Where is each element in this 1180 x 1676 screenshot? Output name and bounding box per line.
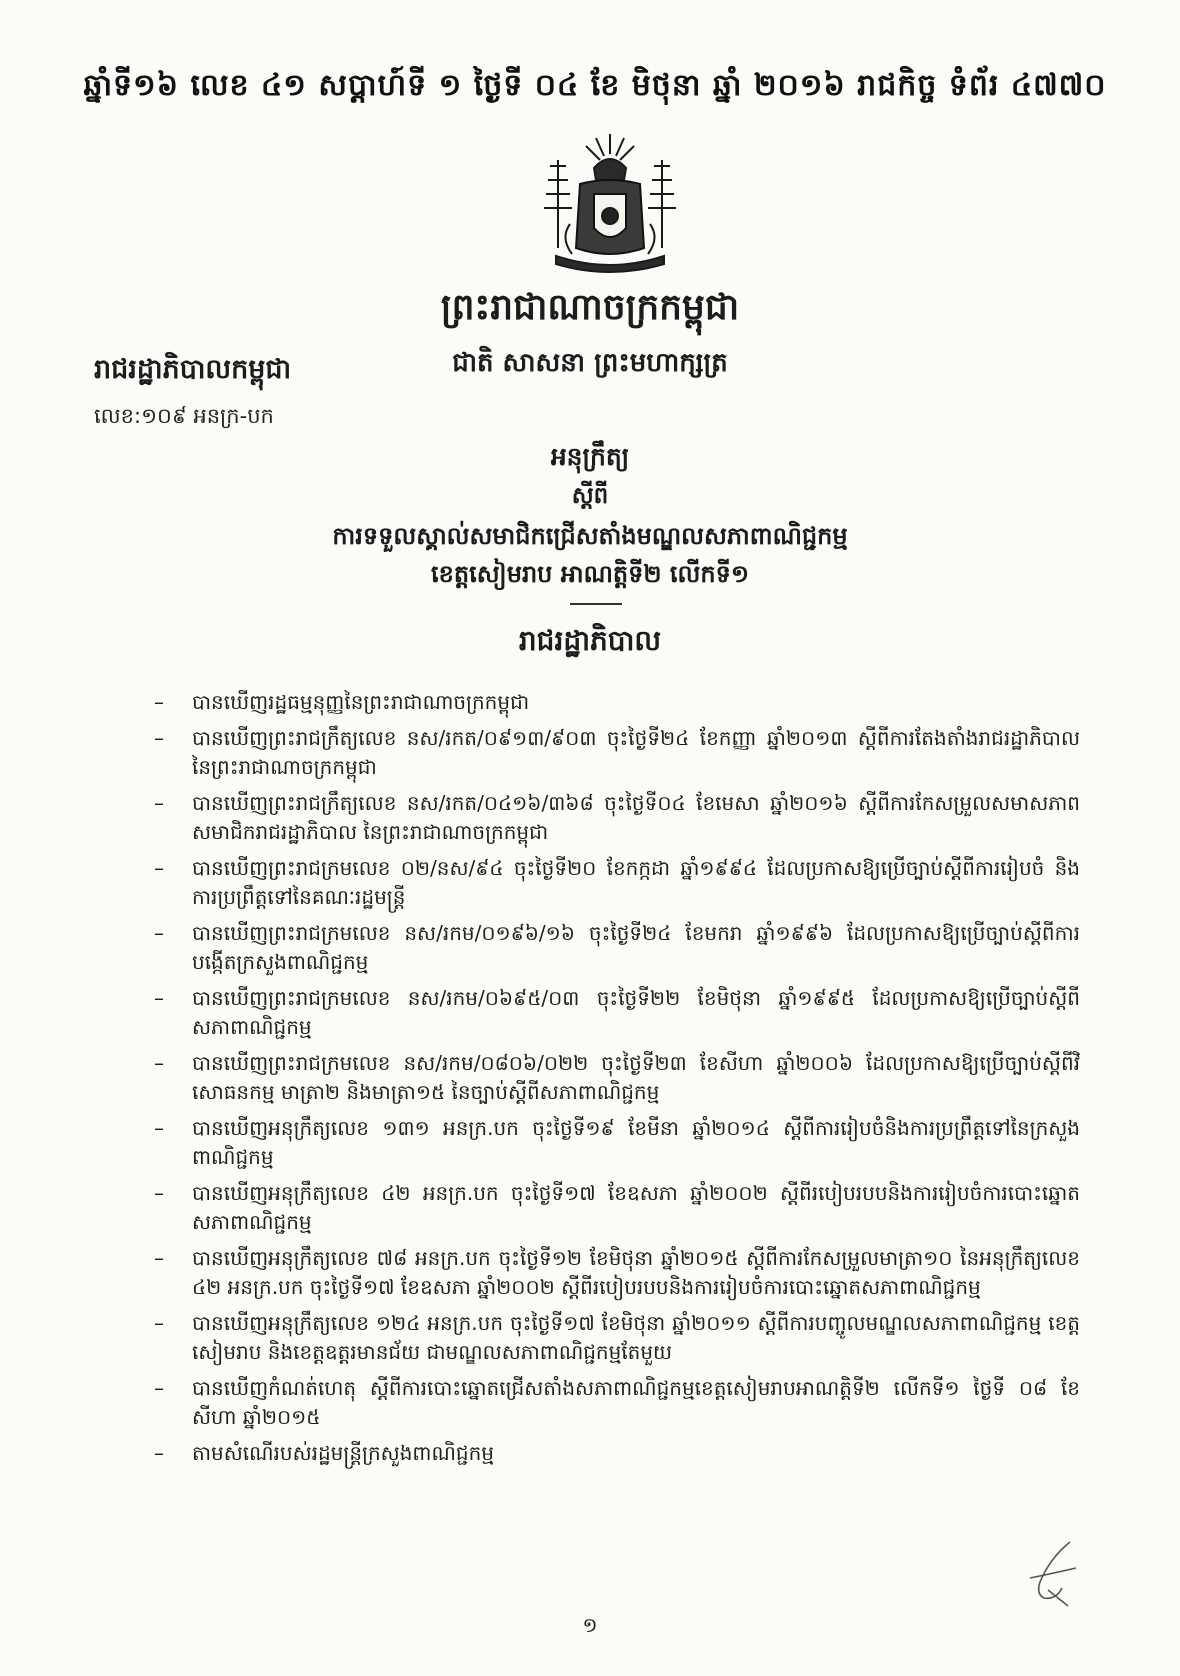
clause-dash: – <box>154 1051 164 1075</box>
clause-dash: – <box>154 856 164 880</box>
clause-text: បានឃើញព្រះរាជក្រឹត្យលេខ នស/រកត/០៩១៣/៩០៣ ចុះថ្ងៃទី២៤ ខែកញ្ញា ឆ្នាំ២០១៣ ស្តីពីការតែងតាំងរាជរដ្ឋាភិបាល នៃព្រះរាជាណាចក្រកម្ពុជា <box>192 726 1080 779</box>
clause-text: បានឃើញអនុក្រឹត្យលេខ ១៣១ អនក្រ.បក ចុះថ្ងៃទី១៩ ខែមីនា ឆ្នាំ២០១៤ ស្តីពីការរៀបចំនិងការប្រព្រឹត្តទៅនៃក្រសួងពាណិជ្ជកម្ម <box>192 1116 1080 1169</box>
clause-dash: – <box>154 986 164 1010</box>
clause-dash: – <box>154 1311 164 1335</box>
clause-dash: – <box>154 1376 164 1400</box>
issuer-name: រាជរដ្ឋាភិបាលកម្ពុជា <box>94 353 292 385</box>
clause-dash: – <box>154 1116 164 1140</box>
clause-text: បានឃើញរដ្ឋធម្មនុញ្ញនៃព្រះរាជាណាចក្រកម្ពុជា <box>192 690 530 714</box>
clause-dash: – <box>154 1181 164 1205</box>
clause-item <box>150 789 1080 847</box>
clause-dash: – <box>154 690 164 714</box>
clause-item <box>150 1309 1080 1367</box>
clause-text: តាមសំណើរបស់រដ្ឋមន្ត្រីក្រសួងពាណិជ្ជកម្ម <box>192 1441 494 1465</box>
clause-text: បានឃើញអនុក្រឹត្យលេខ ១២៤ អនក្រ.បក ចុះថ្ងៃទី១៧ ខែមិថុនា ឆ្នាំ២០១១ ស្តីពីការបញ្ចូលមណ្ឌលសភាពាណិជ្ជកម្ម ខេត្តសៀមរាប និងខេត្តឧត្តរមានជ័យ ជាមណ្ឌលសភាពាណិជ្ជកម្មតែមួយ <box>192 1311 1080 1364</box>
clause-text: បានឃើញអនុក្រឹត្យលេខ ៤២ អនក្រ.បក ចុះថ្ងៃទី១៧ ខែឧសភា ឆ្នាំ២០០២ ស្តីពីរបៀបរបបនិងការរៀបចំការបោះឆ្នោតសភាពាណិជ្ជកម្ម <box>192 1181 1080 1234</box>
title-divider <box>570 603 622 605</box>
document-subject-line2: ខេត្តសៀមរាប អាណត្តិទី២ លើកទី១ <box>431 558 749 588</box>
clause-item <box>150 854 1080 912</box>
clause-text: បានឃើញព្រះរាជក្រឹត្យលេខ នស/រកត/០៤១៦/៣៦៨ ចុះថ្ងៃទី០៤ ខែមេសា ឆ្នាំ២០១៦ ស្តីពីការកែសម្រួលសមាសភាពសមាជិករាជរដ្ឋាភិបាល នៃព្រះរាជាណាចក្រកម្ពុជា <box>192 791 1080 844</box>
clause-text: បានឃើញព្រះរាជក្រមលេខ នស/រកម/០៦៩៥/០៣ ចុះថ្ងៃទី២២ ខែមិថុនា ឆ្នាំ១៩៩៥ ដែលប្រកាសឱ្យប្រើច្បាប់ស្តីពីសភាពាណិជ្ជកម្ម <box>192 986 1080 1039</box>
clause-item <box>150 1114 1080 1172</box>
clause-text: បានឃើញអនុក្រឹត្យលេខ ៧៨ អនក្រ.បក ចុះថ្ងៃទី១២ ខែមិថុនា ឆ្នាំ២០១៥ ស្តីពីការកែសម្រួលមាត្រា១០ នៃអនុក្រឹត្យលេខ ៤២ អនក្រ.បក ចុះថ្ងៃទី១៧ ខែឧសភា ឆ្នាំ២០០២ ស្តីពីរបៀបរបបនិងការរៀបចំការបោះឆ្នោតសភាពាណិជ្ជកម្ម <box>192 1246 1080 1299</box>
preamble-clauses <box>150 688 1080 1548</box>
document-about: ស្តីពី <box>571 481 609 509</box>
clause-dash: – <box>154 921 164 945</box>
clause-item <box>150 919 1080 977</box>
document-type: អនុក្រឹត្យ <box>550 442 630 471</box>
clause-dash: – <box>154 791 164 815</box>
clause-item <box>150 1374 1080 1432</box>
kingdom-title: ព្រះរាជាណាចក្រកម្ពុជា <box>440 285 740 328</box>
clause-item <box>150 724 1080 782</box>
clause-dash: – <box>154 1441 164 1465</box>
clause-dash: – <box>154 726 164 750</box>
reference-number: លេខ:១០៩ អនក្រ-បក <box>94 403 274 428</box>
page-number: ១ <box>582 1613 598 1637</box>
gazette-header: ឆ្នាំទី១៦ លេខ ៤១ សប្តាហ៍ទី ១ ថ្ងៃទី ០៤ ខែ មិថុនា ឆ្នាំ ២០១៦ រាជកិច្ច ទំព័រ ៤៧៧០ <box>83 68 1107 103</box>
royal-coat-of-arms-icon <box>530 128 690 278</box>
clause-item <box>150 1049 1080 1107</box>
clause-item <box>150 1439 1080 1468</box>
clause-dash: – <box>154 1246 164 1270</box>
clause-item <box>150 984 1080 1042</box>
document-subject: ការទទួលស្គាល់សមាជិកជ្រើសតាំងមណ្ឌលសភាពាណិជ្ជកម្ម <box>332 520 848 550</box>
government-heading: រាជរដ្ឋាភិបាល <box>518 623 662 657</box>
clause-item <box>150 1179 1080 1237</box>
clause-text: បានឃើញព្រះរាជក្រមលេខ នស/រកម/០៨០៦/០២២ ចុះថ្ងៃទី២៣ ខែសីហា ឆ្នាំ២០០៦ ដែលប្រកាសឱ្យប្រើច្បាប់ស្តីពីវិសោធនកម្ម មាត្រា២ និងមាត្រា១៥ នៃច្បាប់ស្តីពីសភាពាណិជ្ជកម្ម <box>192 1051 1080 1104</box>
clause-item <box>150 688 1080 717</box>
clause-text: បានឃើញព្រះរាជក្រមលេខ ០២/នស/៩៤ ចុះថ្ងៃទី២០ ខែកក្កដា ឆ្នាំ១៩៩៤ ដែលប្រកាសឱ្យប្រើច្បាប់ស្តីពីការរៀបចំ និងការប្រព្រឹត្តទៅនៃគណៈរដ្ឋមន្ត្រី <box>192 856 1080 909</box>
clause-text: បានឃើញព្រះរាជក្រមលេខ នស/រកម/០១៩៦/១៦ ចុះថ្ងៃទី២៤ ខែមករា ឆ្នាំ១៩៩៦ ដែលប្រកាសឱ្យប្រើច្បាប់ស្តីពីការបង្កើតក្រសួងពាណិជ្ជកម្ម <box>192 921 1080 974</box>
kingdom-motto: ជាតិ សាសនា ព្រះមហាក្សត្រ <box>452 348 728 378</box>
handwritten-initial-icon <box>1010 1538 1090 1608</box>
clause-item <box>150 1244 1080 1302</box>
clause-text: បានឃើញកំណត់ហេតុ ស្តីពីការបោះឆ្នោតជ្រើសតាំងសភាពាណិជ្ជកម្មខេត្តសៀមរាបអាណត្តិទី២ លើកទី១ ថ្ងៃទី ០៨ ខែសីហា ឆ្នាំ២០១៥ <box>192 1376 1080 1429</box>
